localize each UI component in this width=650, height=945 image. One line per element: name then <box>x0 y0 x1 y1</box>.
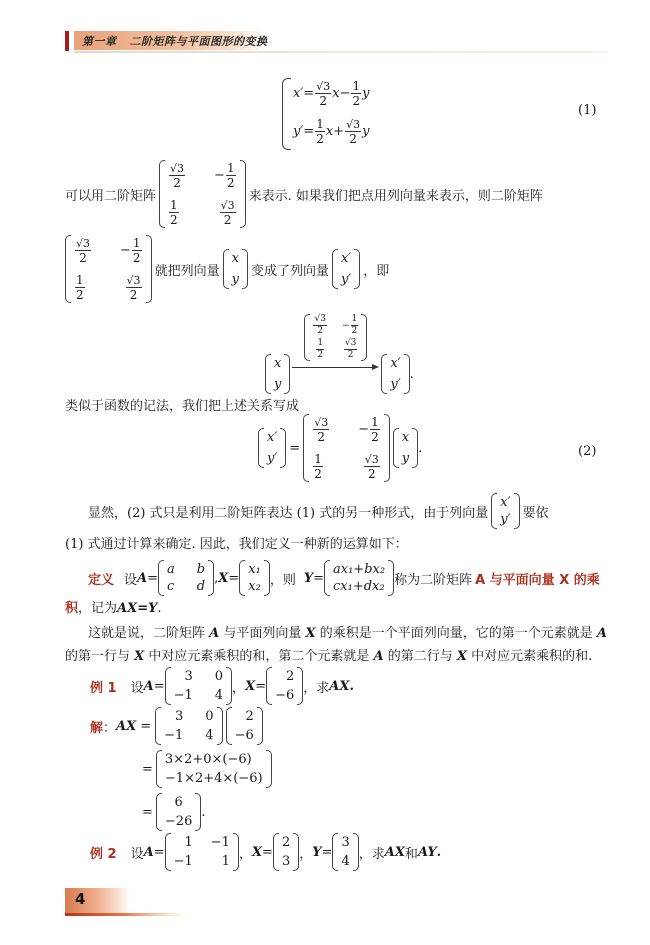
column-vector-xy: x y <box>223 249 248 289</box>
solution-line1: 解 ： AX = 3 0 −1 4 2 −6 <box>90 707 263 745</box>
vector-X: x₁ x₂ <box>239 560 270 596</box>
solution-label: 解 <box>90 720 104 736</box>
solution-line2: = 3×2+0×(−6) −1×2+4×(−6) <box>142 750 272 788</box>
eq1-line1: x′= $\frac{√3}{2}$ x− $\frac{1}{2}$ y <box>293 79 370 108</box>
paragraph-5-line1: 这就是说，二阶矩阵 A 与平面列向量 X 的乘积是一个平面列向量，它的第一个元素就是 A <box>88 626 607 641</box>
chapter-number: 第一章 <box>82 35 117 48</box>
vector-X: 2 −6 <box>266 667 303 705</box>
eq1-line2: y′= $\frac{1}{2}$ x+ $\frac{√3}{2}$ y <box>293 117 370 146</box>
example-2: 例 2 设 A = 1 −1 −1 1 ， X = 2 3 ， Y = 3 4 ，求 AX 和 AY . <box>90 835 442 869</box>
definition: 定义 设 A = a b c d , X = x₁ x₂ ，则 Y = ax₁+bx₂ cx₁+dx₂ 称为二阶矩阵 A 与平面向量 X 的乘 <box>88 562 600 594</box>
column-vector-xy-prime: x′ y′ <box>332 249 360 289</box>
paragraph-5-line2: 的第一行与 X 中对应元素乘积的和，第二个元素就是 A 的第二行与 X 中对应元素乘积的和. <box>65 649 593 664</box>
chapter-title: 二阶矩阵与平面图形的变换 <box>129 35 268 48</box>
result-vector: 6 −26 <box>156 793 201 831</box>
paragraph-1: 可以用二阶矩阵 $\frac{√3}{2}$ − $\frac{1}{2}$ $\frac{1}{2}$ $\frac{√3}{2}$ 来表示. 如果我们把点用列向量来表示，则二阶矩阵 <box>65 161 543 227</box>
mapping-arrow <box>292 314 379 370</box>
column-vector-xy-prime: x′ y′ <box>381 354 409 394</box>
equation-number-2: (2) <box>578 444 597 459</box>
column-vector-xy-prime: x′ y′ <box>258 428 286 468</box>
paragraph-4-line2: (1) 式通过计算来确定. 因此，我们定义一种新的运算如下： <box>65 537 408 552</box>
matrix-A: a b c d <box>158 560 214 596</box>
vector-Y: ax₁+bx₂ cx₁+dx₂ <box>324 560 394 596</box>
small-rotation-matrix: $\frac{√3}{2}$ − $\frac{1}{2}$ $\frac{1}{2}$ $\frac{√3}{2}$ <box>304 314 367 361</box>
vector-Y: 3 4 <box>332 833 358 871</box>
column-vector-xy: x y <box>265 354 290 394</box>
footer-rule <box>65 913 185 916</box>
page-number: 4 <box>75 890 86 908</box>
example-2-label: 例 2 <box>90 846 117 862</box>
definition-label: 定义 <box>88 572 115 588</box>
example-1: 例 1 设 A = 3 0 −1 4 ， X = 2 −6 ，求 AX . <box>90 669 354 703</box>
definition-line2: 积，记为AX=Y. <box>65 601 162 616</box>
example-1-label: 例 1 <box>90 680 117 696</box>
vector-X: 2 3 <box>273 833 299 871</box>
rotation-matrix: $\frac{√3}{2}$ − $\frac{1}{2}$ $\frac{1}{2}$ $\frac{√3}{2}$ <box>159 160 246 228</box>
matrix-A: 3 0 −1 4 <box>165 667 232 705</box>
solution-line3: = 6 −26 . <box>142 795 206 829</box>
rotation-matrix: $\frac{√3}{2}$ − $\frac{1}{2}$ $\frac{1}{2}$ $\frac{√3}{2}$ <box>65 235 152 303</box>
equation-number-1: (1) <box>578 103 597 118</box>
paragraph-4-line1: 显然，(2) 式只是利用二阶矩阵表达 (1) 式的另一种形式，由于列向量 x′ y′ 要依 <box>88 495 549 527</box>
left-brace <box>282 78 291 150</box>
chapter-marker <box>65 31 69 51</box>
column-vector-xy: x y <box>393 428 418 468</box>
header-rule <box>74 51 608 53</box>
matrix-A: 3 0 −1 4 <box>155 707 222 745</box>
matrix-A: 1 −1 −1 1 <box>165 833 239 871</box>
vector-X: 2 −6 <box>226 707 263 745</box>
computation-vector: 3×2+0×(−6) −1×2+4×(−6) <box>156 750 272 788</box>
paragraph-2: $\frac{√3}{2}$ − $\frac{1}{2}$ $\frac{1}{2}$ $\frac{√3}{2}$ 就把列向量 x y 变成了列向量 x′ y′ ，即 <box>65 235 389 303</box>
chapter-header <box>82 33 268 49</box>
rotation-matrix: $\frac{√3}{2}$ − $\frac{1}{2}$ $\frac{1}{2}$ $\frac{√3}{2}$ <box>303 414 390 482</box>
equation-2: x′ y′ = $\frac{√3}{2}$ − $\frac{1}{2}$ $\frac{1}{2}$ $\frac{√3}{2}$ x y . <box>258 414 422 482</box>
mapping-diagram: x y $\frac{√3}{2}$ − $\frac{1}{2}$ $\frac{1}{2}$ $\frac{√3}{2}$ x′ y′ . <box>265 314 414 394</box>
paragraph-3: 类似于函数的记法，我们把上述关系写成 <box>65 399 300 414</box>
column-vector-xy-prime: x′ y′ <box>491 493 519 529</box>
arrow-head-icon <box>372 364 379 370</box>
